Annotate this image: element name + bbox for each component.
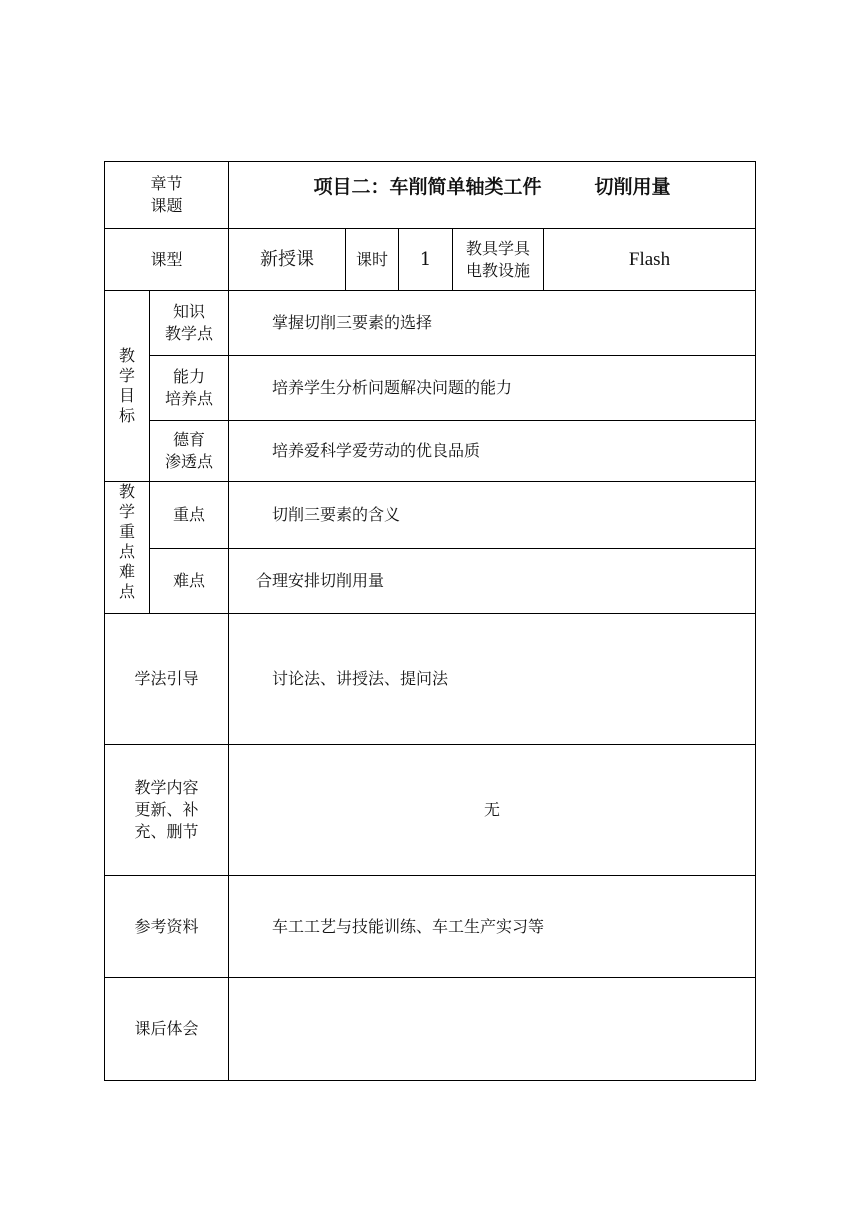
reference-label: 参考资料 bbox=[134, 916, 199, 936]
moral-value: 培养爱科学爱劳动的优良品质 bbox=[272, 441, 481, 460]
key-difficult-label: 教 学 重 点 难 点 bbox=[118, 482, 135, 601]
key-label: 重点 bbox=[172, 505, 205, 524]
reflection-label: 课后体会 bbox=[134, 1019, 199, 1038]
objectives-label: 教 学 目 标 bbox=[118, 346, 135, 425]
method-value: 讨论法、讲授法、提问法 bbox=[272, 669, 449, 688]
hours-label: 课时 bbox=[355, 249, 388, 269]
table-border-bottom bbox=[104, 1080, 756, 1081]
table-border-right bbox=[755, 161, 756, 1081]
chapter-label: 章节 课题 bbox=[150, 174, 183, 215]
knowledge-label: 知识 教学点 bbox=[164, 302, 213, 343]
update-label: 教学内容 更新、补 充、删节 bbox=[134, 778, 199, 841]
chapter-title: 项目二：车削简单轴类工件 切削用量 bbox=[313, 176, 671, 198]
reference-value: 车工工艺与技能训练、车工生产实习等 bbox=[272, 916, 545, 936]
equipment-value: Flash bbox=[628, 248, 671, 270]
col-divider bbox=[228, 161, 229, 1081]
knowledge-value: 掌握切削三要素的选择 bbox=[272, 313, 433, 332]
moral-label: 德育 渗透点 bbox=[164, 430, 213, 471]
ability-value: 培养学生分析问题解决问题的能力 bbox=[272, 378, 513, 397]
lesson-type-value: 新授课 bbox=[260, 248, 314, 270]
difficult-label: 难点 bbox=[172, 571, 205, 590]
update-value: 无 bbox=[483, 800, 500, 819]
lesson-type-label: 课型 bbox=[150, 249, 183, 269]
difficult-value: 合理安排切削用量 bbox=[256, 571, 385, 590]
method-label: 学法引导 bbox=[134, 669, 199, 688]
equipment-label: 教具学具 电教设施 bbox=[465, 238, 530, 280]
ability-label: 能力 培养点 bbox=[164, 367, 213, 408]
hours-value: 1 bbox=[419, 248, 432, 270]
key-value: 切削三要素的含义 bbox=[272, 505, 401, 524]
reflection-value[interactable] bbox=[272, 978, 752, 1080]
